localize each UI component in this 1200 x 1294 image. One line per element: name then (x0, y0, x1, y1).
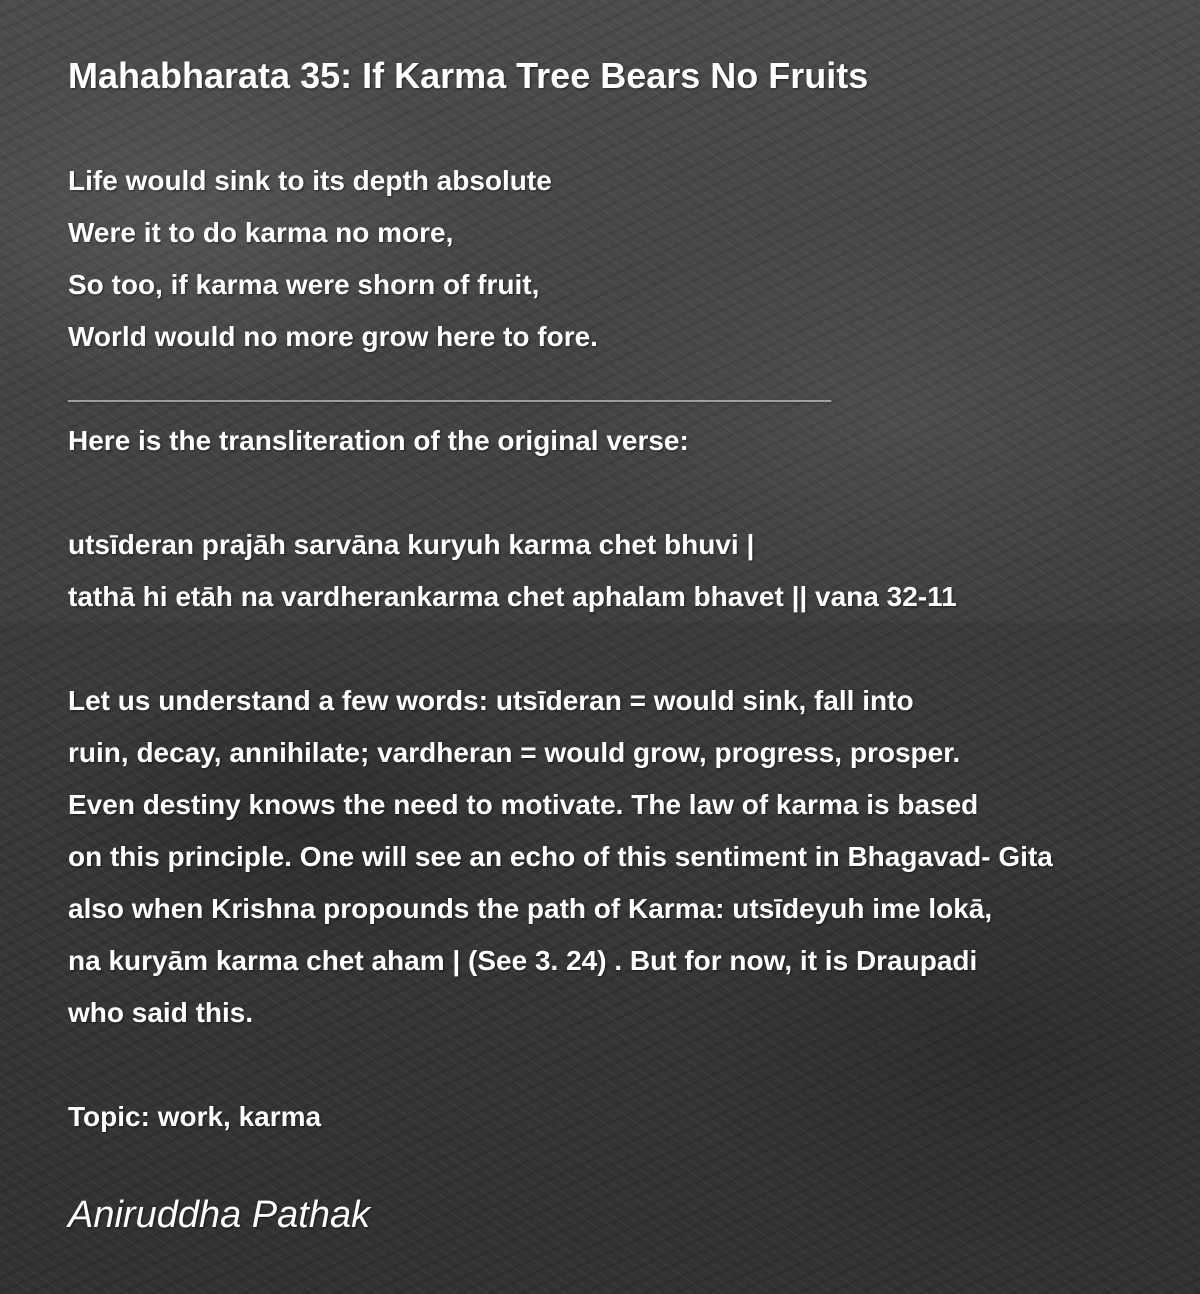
poem-line: World would no more grow here to fore. (68, 321, 598, 352)
topic-line: Topic: work, karma (68, 1101, 322, 1132)
poem-title: Mahabharata 35: If Karma Tree Bears No Fruits (68, 55, 869, 96)
commentary-line: Even destiny knows the need to motivate. The law of karma is based (68, 789, 979, 820)
poem-body (68, 155, 1200, 1143)
blank-line (68, 467, 1200, 519)
verse-line: utsīderan prajāh sarvāna kuryuh karma chet bhuvi | (68, 529, 755, 560)
poem-line: Were it to do karma no more, (68, 217, 454, 248)
commentary-line: na kuryām karma chet aham | (See 3. 24) . But for now, it is Draupadi (68, 945, 978, 976)
commentary-line: also when Krishna propounds the path of Karma: utsīdeyuh ime lokā, (68, 893, 993, 924)
author-name: Aniruddha Pathak (68, 1194, 371, 1236)
separator-line: _________________________________________________ (68, 373, 832, 404)
verse-line: tathā hi etāh na vardherankarma chet aphalam bhavet || vana 32-11 (68, 581, 957, 612)
blank-line (68, 623, 1200, 675)
commentary-line: ruin, decay, annihilate; vardheran = would grow, progress, prosper. (68, 737, 961, 768)
commentary-line: Let us understand a few words: utsīderan = would sink, fall into (68, 685, 914, 716)
poem-card (68, 52, 1200, 1239)
poem-line: Life would sink to its depth absolute (68, 165, 552, 196)
commentary-line: on this principle. One will see an echo of this sentiment in Bhagavad- Gita (68, 841, 1053, 872)
poem-line: So too, if karma were shorn of fruit, (68, 269, 540, 300)
transliteration-intro: Here is the transliteration of the original verse: (68, 425, 689, 456)
blank-line (68, 1039, 1200, 1091)
commentary-line: who said this. (68, 997, 254, 1028)
